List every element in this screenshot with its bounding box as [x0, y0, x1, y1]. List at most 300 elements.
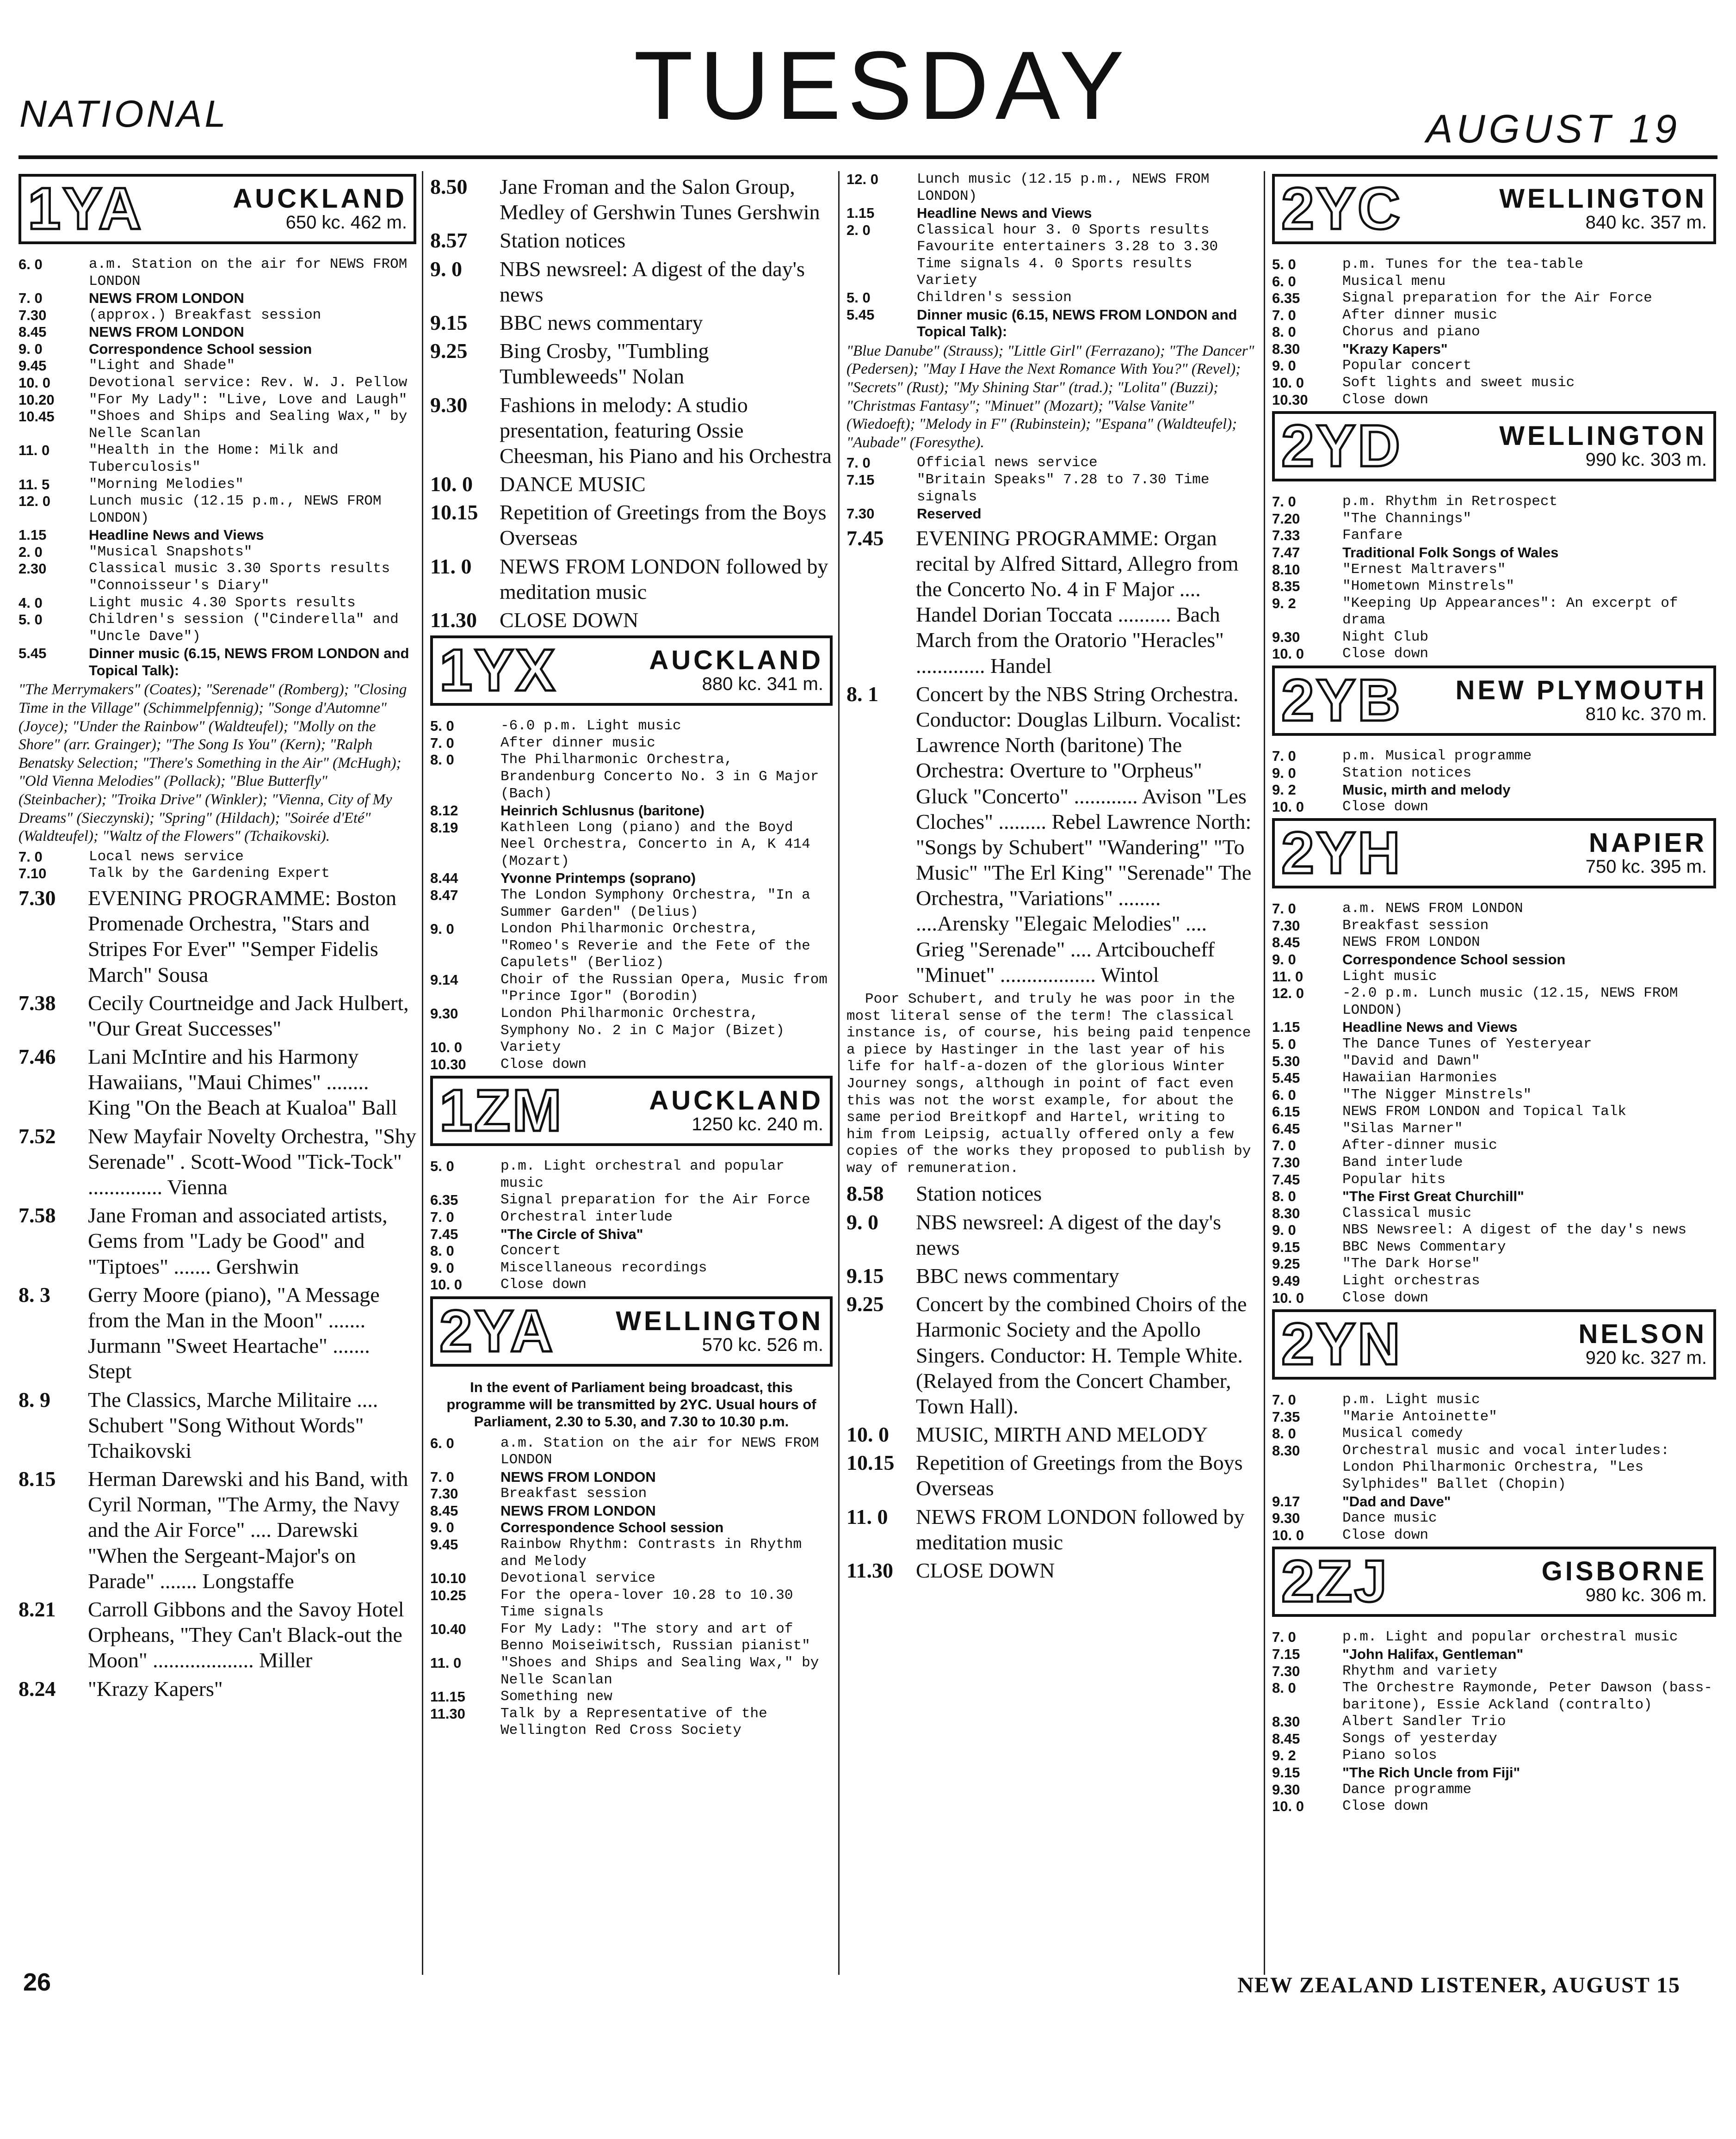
entry-description: Concert by the combined Choirs of the Harmonic Society and the Apollo Singers. Conductor: H. Temple White. (Relayed from the Concert Chamber, Town Hall). [916, 1292, 1247, 1418]
entry-time: 8. 0 [1272, 1188, 1296, 1205]
entry-time: 9.15 [1272, 1764, 1300, 1781]
entry-time: 7.45 [846, 526, 884, 550]
entry-time: 7. 0 [846, 455, 871, 471]
publication-line: NEW ZEALAND LISTENER, AUGUST 15 [1237, 1973, 1680, 1997]
entry-time: 9.25 [846, 1292, 884, 1316]
parliament-note: In the event of Parliament being broadcast, this programme will be transmitted by 2YC. Usual hours of Parliament, 2.30 to 5.30, and 7.30 to 10.30 p.m. [446, 1379, 816, 1430]
schedule-entry [430, 1226, 833, 1243]
station-city: WELLINGTON [1499, 421, 1707, 451]
entry-time: 5.30 [1272, 1053, 1300, 1069]
date-label: AUGUST 19 [1426, 107, 1680, 151]
schedule-entry [430, 607, 833, 633]
schedule-entry [430, 1621, 833, 1655]
entry-description: NEWS FROM LONDON and Topical Talk [1342, 1103, 1626, 1120]
schedule-entry [1272, 1714, 1716, 1731]
entry-time: 5. 0 [1272, 1036, 1296, 1052]
schedule-entry [1272, 1188, 1716, 1205]
schedule-entry [430, 256, 833, 307]
entry-time: 8.15 [19, 1467, 56, 1491]
entry-description: Breakfast session [500, 1486, 647, 1502]
entry-time: 9. 0 [1272, 951, 1296, 968]
entry-time: 10.30 [1272, 391, 1308, 408]
entry-time: 10.20 [19, 391, 55, 408]
schedule-entry [19, 1123, 416, 1200]
entry-description: Dinner music (6.15, NEWS FROM LONDON and Topical Talk): [917, 306, 1237, 340]
station-frequency: 840 kc. 357 m. [1585, 212, 1707, 233]
entry-description: "Dad and Dave" [1342, 1493, 1451, 1510]
entry-description: -2.0 p.m. Lunch music (12.15, NEWS FROM LONDON) [1342, 985, 1678, 1018]
entry-description: Herman Darewski and his Band, with Cyril Norman, "The Army, the Navy and the Air Force" .... Darewski "When the Sergeant-Major's on Parade" ....... Longstaffe [88, 1467, 408, 1593]
entry-description: Dance programme [1342, 1781, 1472, 1798]
entry-description: BBC news commentary [500, 310, 703, 334]
entry-description: Station notices [916, 1182, 1042, 1206]
schedule-entry [1272, 951, 1716, 968]
schedule-entry [1272, 1527, 1716, 1544]
entry-description: Musical menu [1342, 273, 1446, 290]
entry-description: DANCE MUSIC [500, 472, 646, 496]
entry-time: 10. 0 [1272, 798, 1304, 815]
entry-description: (approx.) Breakfast session [89, 307, 321, 323]
schedule-entry [1272, 782, 1716, 799]
entry-time: 6. 0 [1272, 273, 1296, 290]
schedule-entry [1272, 1781, 1716, 1799]
schedule-entry [430, 1192, 833, 1209]
entry-time: 6. 0 [19, 256, 43, 272]
entry-description: Fanfare [1342, 527, 1403, 544]
entry-time: 8. 0 [430, 1243, 454, 1259]
schedule-entry [1272, 544, 1716, 561]
station-header [1272, 666, 1716, 736]
entry-description: Talk by the Gardening Expert [89, 865, 330, 882]
entry-time: 9. 0 [846, 1210, 878, 1234]
entry-time: 12. 0 [1272, 985, 1304, 1002]
entry-time: 8.19 [430, 819, 458, 836]
entry-description: Orchestral music and vocal interludes: London Philharmonic Orchestra, "Les Sylphides" Ballet (Chopin) [1342, 1442, 1669, 1493]
entry-time: 8.21 [19, 1597, 56, 1621]
entry-time: 8.57 [430, 228, 468, 253]
column-1 [19, 171, 416, 1947]
schedule-entry [1272, 1764, 1716, 1781]
entry-time: 8. 0 [1272, 324, 1296, 340]
station-frequency: 980 kc. 306 m. [1585, 1585, 1707, 1606]
entry-time: 8. 9 [19, 1387, 50, 1412]
schedule-entry [1272, 1290, 1716, 1307]
schedule-entry [846, 525, 1258, 678]
schedule-entry [1272, 273, 1716, 290]
entry-time: 7. 0 [1272, 1629, 1296, 1646]
schedule-entry [430, 887, 833, 921]
entry-description: Popular concert [1342, 358, 1472, 374]
entry-time: 9. 0 [430, 1259, 454, 1276]
schedule-entry [430, 1519, 833, 1536]
schedule-entry [430, 1503, 833, 1520]
schedule-entry [1272, 1392, 1716, 1409]
schedule-entry [430, 870, 833, 887]
schedule-entry [1272, 341, 1716, 358]
entry-description: Close down [1342, 646, 1429, 662]
entry-description: CLOSE DOWN [500, 608, 639, 632]
schedule-entry [1272, 1222, 1716, 1239]
entry-description: BBC news commentary [916, 1264, 1119, 1288]
entry-description: Classical hour 3. 0 Sports results Favourite entertainers 3.28 to 3.30 Time signals 4. 0 Sports results Variety [917, 222, 1218, 289]
schedule-entry [19, 645, 416, 679]
schedule-entry [1272, 799, 1716, 816]
schedule-entry [19, 476, 416, 493]
schedule-entry [19, 408, 416, 442]
entry-time: 9.17 [1272, 1493, 1300, 1510]
schedule-entry [1272, 1239, 1716, 1256]
page-title: TUESDAY [634, 31, 1131, 140]
entry-description: EVENING PROGRAMME: Organ recital by Alfred Sittard, Allegro from the Concerto No. 4 in F Major .... Handel Dorian Toccata .......... Bach March from the Oratorio "Heracles" ............. Handel [916, 526, 1239, 678]
entry-description: NEWS FROM LONDON followed by meditation music [916, 1504, 1245, 1554]
entry-time: 9.15 [430, 310, 468, 334]
entry-time: 8. 0 [1272, 1680, 1296, 1696]
schedule-entry [1272, 578, 1716, 595]
entry-time: 10. 0 [1272, 375, 1304, 391]
entry-description: Music, mirth and melody [1342, 782, 1511, 798]
entry-description: Concert by the NBS String Orchestra. Conductor: Douglas Lilburn. Vocalist: Lawrence North (baritone) The Orchestra: Overture to "Orpheus" Gluck "Concerto" ............ Avison "Les Cloches" ......... Rebel Lawrence North: "Songs by Schubert" "Wandering" "To Music" "The Erl King" "Serenade" The Orchestra, "Variations" ........ ....Arensky "Elegaic Melodies" .... Grieg "Serenade" .... Artciboucheff "Minuet" .................. Wintol [916, 682, 1252, 986]
entry-description: Official news service [917, 455, 1098, 471]
page-number: 26 [23, 1968, 51, 1996]
entry-time: 9. 0 [1272, 764, 1296, 781]
schedule-entry [19, 865, 416, 882]
entry-time: 9. 2 [1272, 595, 1296, 611]
entry-description: Classical music 3.30 Sports results "Connoisseur's Diary" [89, 561, 390, 594]
entry-time: 7.46 [19, 1045, 56, 1069]
entry-description: Light orchestras [1342, 1273, 1480, 1289]
entry-time: 5.45 [846, 306, 875, 323]
entry-time: 7.30 [1272, 917, 1300, 934]
entry-time: 7.58 [19, 1203, 56, 1227]
entry-time: 11. 0 [430, 554, 472, 578]
entry-description: "Health in the Home: Milk and Tuberculosis" [89, 442, 339, 475]
entry-description: "Keeping Up Appearances": An excerpt of drama [1342, 595, 1678, 629]
entry-time: 11.30 [430, 608, 477, 632]
entry-description: "The Channings" [1342, 510, 1472, 527]
entry-time: 10.10 [430, 1570, 466, 1587]
schedule-entry [1272, 1036, 1716, 1053]
schedule-entry [846, 472, 1258, 505]
schedule-entry [1272, 1493, 1716, 1510]
entry-time: 8.44 [430, 870, 458, 887]
entry-description: For the opera-lover 10.28 to 10.30 Time signals [500, 1587, 793, 1621]
entry-description: Hawaiian Harmonies [1342, 1070, 1497, 1086]
entry-description: "The Circle of Shiva" [500, 1226, 643, 1242]
entry-description: The London Symphony Orchestra, "In a Summer Garden" (Delius) [500, 887, 810, 920]
entry-description: Gerry Moore (piano), "A Message from the Man in the Moon" ....... Jurmann "Sweet Heartache" ....... Stept [88, 1282, 380, 1383]
station-frequency: 880 kc. 341 m. [702, 674, 823, 695]
entry-description: Lunch music (12.15 p.m., NEWS FROM LONDON) [89, 493, 382, 526]
schedule-entry [1272, 748, 1716, 765]
entry-description: a.m. NEWS FROM LONDON [1342, 900, 1523, 917]
station-city: GISBORNE [1541, 1556, 1707, 1587]
station-frequency: 650 kc. 462 m. [285, 212, 407, 233]
schedule-entry [1272, 1154, 1716, 1171]
entry-description: NEWS FROM LONDON [89, 324, 244, 340]
station-info [557, 647, 823, 694]
station-header [1272, 411, 1716, 481]
entry-time: 11. 0 [1272, 968, 1304, 985]
station-callsign: 1ZM [439, 1078, 563, 1144]
schedule-entry [430, 1260, 833, 1277]
entry-time: 9.30 [430, 1005, 458, 1022]
entry-time: 9. 0 [430, 257, 462, 281]
schedule-entry [430, 1587, 833, 1621]
entry-description: a.m. Station on the air for NEWS FROM LONDON [89, 256, 408, 290]
entry-time: 9. 0 [19, 340, 43, 357]
entry-time: 11.30 [430, 1705, 465, 1722]
schedule-entry [1272, 1731, 1716, 1748]
entry-description: The Orchestre Raymonde, Peter Dawson (bass-baritone), Essie Ackland (contralto) [1342, 1680, 1712, 1713]
schedule-entry [846, 455, 1258, 472]
entry-description: Yvonne Printemps (soprano) [500, 870, 696, 887]
entry-time: 9.25 [430, 339, 468, 363]
entry-description: Children's session [917, 290, 1072, 306]
entry-description: Signal preparation for the Air Force [500, 1192, 810, 1208]
entry-time: 9.15 [846, 1264, 884, 1288]
schedule-entry [846, 1291, 1258, 1419]
schedule-entry [1272, 1798, 1716, 1815]
entry-time: 10.15 [430, 500, 478, 524]
column-divider [838, 171, 840, 1975]
station-frequency: 750 kc. 395 m. [1585, 857, 1707, 877]
schedule-entry [430, 1435, 833, 1469]
station-header [430, 635, 833, 706]
schedule-entry [430, 1706, 833, 1739]
schedule-entry [1272, 629, 1716, 646]
entry-description: Soft lights and sweet music [1342, 375, 1575, 391]
entry-time: 7.10 [19, 865, 47, 882]
schedule-entry [430, 1570, 833, 1587]
schedule-entry [846, 290, 1258, 307]
schedule-entry [19, 375, 416, 392]
entry-description: NEWS FROM LONDON [89, 290, 244, 307]
entry-time: 7.47 [1272, 544, 1300, 561]
schedule-entry [1272, 1680, 1716, 1714]
entry-time: 7.30 [19, 307, 47, 323]
entry-description: p.m. Light and popular orchestral music [1342, 1629, 1678, 1646]
station-frequency: 1250 kc. 240 m. [692, 1114, 823, 1135]
entry-description: Kathleen Long (piano) and the Boyd Neel Orchestra, Concerto in A, K 414 (Mozart) [500, 819, 810, 869]
schedule-entry [1272, 511, 1716, 528]
station-info [1389, 1558, 1707, 1605]
schedule-entry [846, 205, 1258, 222]
schedule-entry [1272, 646, 1716, 663]
schedule-entry [19, 1044, 416, 1121]
entry-description: Concert [500, 1243, 561, 1259]
entry-description: Cecily Courtneidge and Jack Hulbert, "Our Great Successes" [88, 991, 409, 1040]
entry-time: 2. 0 [846, 222, 871, 238]
entry-description: p.m. Light orchestral and popular music [500, 1158, 785, 1191]
station-frequency: 810 kc. 370 m. [1585, 703, 1707, 724]
schedule-entry [1272, 1409, 1716, 1426]
station-frequency: 920 kc. 327 m. [1585, 1348, 1707, 1368]
entry-time: 5. 0 [846, 290, 871, 306]
entry-time: 5.45 [1272, 1070, 1300, 1086]
entry-time: 10. 0 [19, 375, 50, 391]
entry-time: 8.45 [1272, 1730, 1300, 1747]
entry-description: "Silas Marner" [1342, 1120, 1463, 1137]
entry-time: 7.15 [846, 471, 875, 488]
station-header [1272, 818, 1716, 888]
schedule-entry [1272, 765, 1716, 782]
entry-time: 7.30 [1272, 1663, 1300, 1679]
entry-description: CLOSE DOWN [916, 1559, 1055, 1583]
entry-description: NBS newsreel: A digest of the day's news [916, 1210, 1221, 1259]
entry-time: 6. 0 [430, 1435, 454, 1451]
entry-time: 10. 0 [1272, 646, 1304, 662]
entry-time: 11. 5 [19, 476, 50, 493]
schedule-entry [1272, 595, 1716, 629]
entry-description: Station notices [1342, 764, 1472, 781]
entry-description: "Hometown Minstrels" [1342, 578, 1515, 595]
entry-time: 5. 0 [430, 1158, 454, 1175]
schedule-entry [430, 1536, 833, 1570]
entry-time: 6.35 [430, 1192, 458, 1208]
entry-description: p.m. Tunes for the tea-table [1342, 256, 1583, 272]
schedule-entry [19, 324, 416, 341]
entry-description: NEWS FROM LONDON [1342, 934, 1480, 951]
entry-description: London Philharmonic Orchestra, "Romeo's Reverie and the Fete of the Capulets" (Berlioz) [500, 921, 810, 971]
station-city: NAPIER [1588, 828, 1707, 858]
entry-time: 9.25 [1272, 1256, 1300, 1272]
entry-description: Correspondence School session [1342, 951, 1566, 968]
network-label: NATIONAL [19, 93, 229, 135]
entry-description: Signal preparation for the Air Force [1342, 290, 1652, 307]
entry-time: 7. 0 [1272, 1137, 1296, 1154]
station-callsign: 2YA [439, 1298, 555, 1364]
schedule-entry [430, 802, 833, 820]
entry-description: Headline News and Views [89, 527, 264, 543]
schedule-entry [846, 1558, 1258, 1583]
entry-time: 7.30 [430, 1486, 458, 1502]
entry-description: Orchestral interlude [500, 1209, 673, 1226]
entry-time: 9. 0 [1272, 1222, 1296, 1239]
entry-description: Close down [500, 1056, 587, 1073]
schedule-entry [846, 1209, 1258, 1260]
entry-description: Close down [1342, 1289, 1429, 1306]
schedule-entry [1272, 1629, 1716, 1646]
entry-description: For My Lady: "The story and art of Benno Moiseiwitsch, Russian pianist" [500, 1621, 810, 1654]
entry-description: Close down [1342, 391, 1429, 408]
entry-description: Lunch music (12.15 p.m., NEWS FROM LONDON) [917, 171, 1210, 204]
entry-description: "Shoes and Ships and Sealing Wax," by Nelle Scanlan [89, 408, 408, 442]
schedule-entry [430, 1209, 833, 1226]
entry-description: The Classics, Marche Militaire .... Schubert "Song Without Words" Tchaikovski [88, 1387, 378, 1462]
dinner-music-list: "The Merrymakers" (Coates); "Serenade" (Romberg); "Closing Time in the Village" (Schimmelpfennig); "Songe d'Automne" (Joyce); "Under the Rainbow" (Waldteufel); "Molly on the Shore" (arr. Grainger); "The Song Is You" (Kern); "Ralph Benatsky Selection; "There's Something in the Air" (McHugh); "Old Vienna Melodies" (Pollack); "Blue Butterfly" (Steinbacher); "Troika Drive" (Winkler); "Vienna, City of My Dreams" (Sieczynski); "Spring" (Hildach); "Soirée d'Eté" (Waldteufel); "Waltz of the Flowers" (Tchaikovski). [19, 681, 407, 845]
entry-description: "Shoes and Ships and Sealing Wax," by Nelle Scanlan [500, 1655, 819, 1688]
schedule-entry [430, 1243, 833, 1260]
entry-description: Talk by a Representative of the Wellington Red Cross Society [500, 1705, 767, 1739]
schedule-entry [430, 972, 833, 1005]
entry-time: 5.45 [19, 645, 47, 662]
entry-time: 8.50 [430, 175, 468, 198]
schedule-entry [430, 1655, 833, 1689]
entry-time: 4. 0 [19, 594, 43, 611]
entry-time: 8.45 [1272, 934, 1300, 951]
entry-description: Light music [1342, 968, 1437, 985]
entry-time: 5. 0 [430, 718, 454, 734]
entry-description: "David and Dawn" [1342, 1053, 1480, 1069]
entry-time: 12. 0 [19, 493, 50, 510]
entry-time: 10. 0 [430, 1276, 462, 1293]
schedule-entry [430, 228, 833, 253]
entry-time: 8. 0 [1272, 1425, 1296, 1442]
schedule-entry [19, 442, 416, 476]
entry-description: Dance music [1342, 1510, 1437, 1527]
schedule-entry [19, 392, 416, 409]
entry-time: 9.14 [430, 971, 458, 988]
entry-description: Headline News and Views [1342, 1019, 1518, 1036]
entry-description: Light music 4.30 Sports results [89, 594, 356, 611]
entry-time: 8.45 [19, 324, 47, 340]
entry-description: Devotional service: Rev. W. J. Pellow [89, 375, 408, 391]
entry-description: EVENING PROGRAMME: Boston Promenade Orchestra, "Stars and Stripes For Ever" "Semper Fidelis March" Sousa [88, 886, 397, 986]
entry-time: 9.45 [430, 1536, 458, 1553]
entry-time: 7. 0 [1272, 307, 1296, 323]
station-header [430, 1296, 833, 1367]
schedule-entry [846, 505, 1258, 523]
schedule-entry [1272, 1137, 1716, 1154]
entry-description: Carroll Gibbons and the Savoy Hotel Orpheans, "They Can't Black-out the Moon" ................... Miller [88, 1597, 404, 1672]
station-info [555, 1308, 823, 1355]
station-callsign: 2YD [1281, 413, 1402, 480]
station-header [430, 1076, 833, 1146]
entry-time: 9.30 [1272, 1781, 1300, 1798]
entry-time: 8.12 [430, 802, 458, 819]
schedule-entry [19, 1466, 416, 1594]
entry-description: NEWS FROM LONDON [500, 1502, 656, 1519]
schedule-entry [19, 1202, 416, 1279]
entry-description: Heinrich Schlusnus (baritone) [500, 802, 704, 819]
schedule-entry [1272, 968, 1716, 986]
entry-description: p.m. Rhythm in Retrospect [1342, 493, 1558, 510]
schedule-entry [430, 499, 833, 550]
schedule-entry [430, 1486, 833, 1503]
entry-time: 8. 0 [430, 752, 454, 768]
schedule-entry [430, 554, 833, 604]
entry-time: 11.15 [430, 1689, 465, 1705]
entry-time: 9.15 [1272, 1239, 1300, 1255]
entry-description: "Marie Antoinette" [1342, 1408, 1497, 1425]
entry-description: "Morning Melodies" [89, 476, 244, 493]
schedule-entry [846, 1181, 1258, 1206]
schedule-entry [430, 820, 833, 870]
station-city: AUCKLAND [233, 184, 407, 214]
schedule-entry [1272, 1087, 1716, 1104]
station-callsign: 1YA [28, 176, 143, 242]
entry-description: Songs of yesterday [1342, 1730, 1497, 1747]
station-frequency: 570 kc. 526 m. [702, 1334, 823, 1355]
schedule-entry [1272, 1019, 1716, 1036]
schedule-entry [430, 174, 833, 225]
entry-time: 11. 0 [846, 1504, 888, 1529]
station-info [1402, 185, 1707, 233]
entry-time: 8.35 [1272, 578, 1300, 595]
schedule-entry [19, 256, 416, 290]
entry-time: 7. 0 [430, 1209, 454, 1226]
entry-time: 7.15 [1272, 1646, 1300, 1662]
station-header [19, 174, 416, 244]
schedule-entry [430, 310, 833, 335]
schedule-entry [430, 1005, 833, 1039]
entry-time: 1.15 [19, 527, 47, 543]
entry-description: Lani McIntire and his Harmony Hawaiians, "Maui Chimes" ........ King "On the Beach at Kualoa" Ball [88, 1045, 397, 1120]
column-4 [1272, 171, 1716, 1947]
entry-time: 7.20 [1272, 510, 1300, 527]
entry-time: 10. 0 [1272, 1289, 1304, 1306]
schedule-entry [430, 752, 833, 802]
